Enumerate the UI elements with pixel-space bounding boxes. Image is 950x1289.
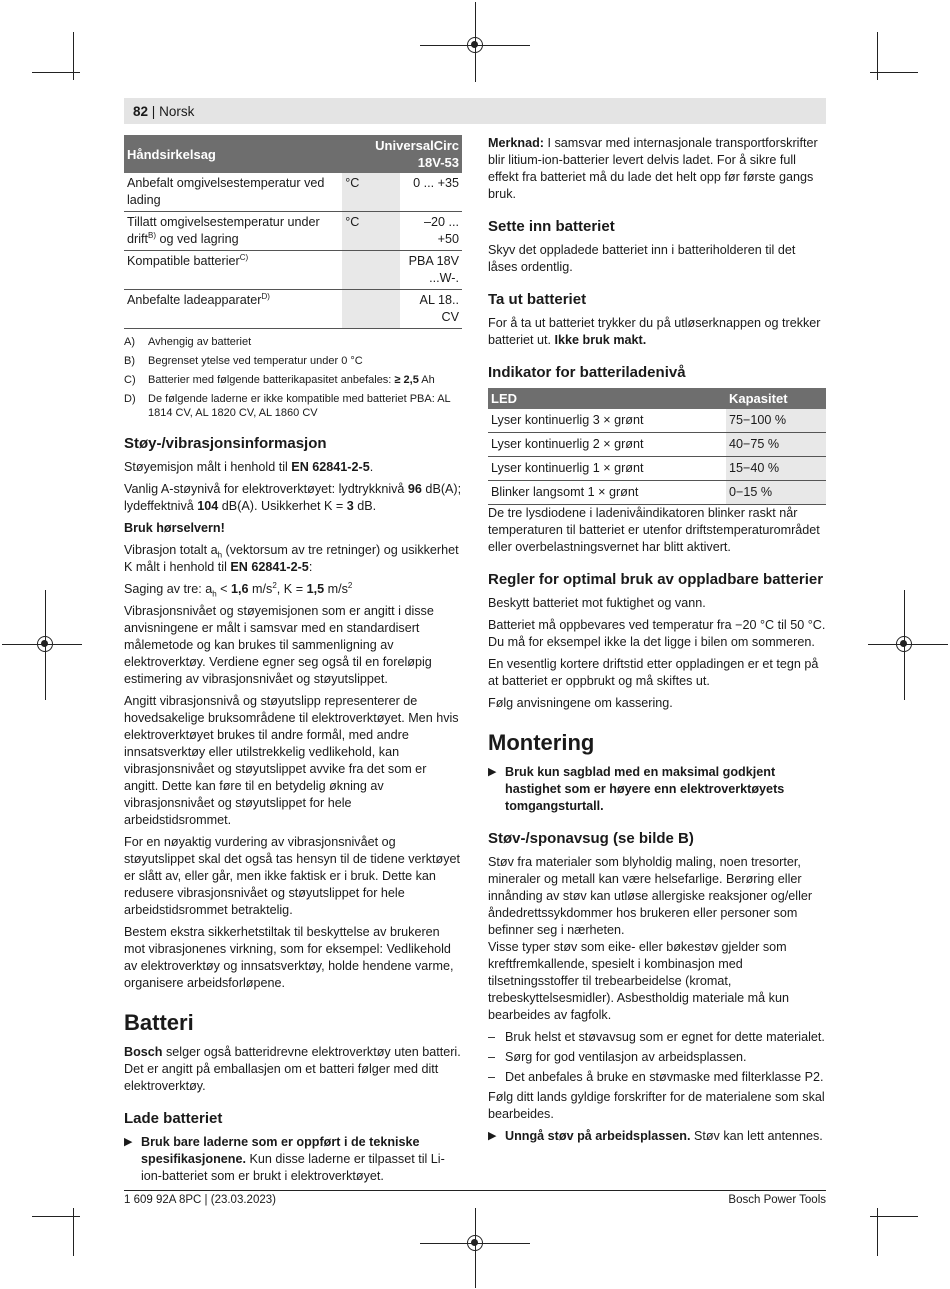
registration-mark-icon <box>896 636 912 652</box>
spec-row-label: Anbefalte ladeapparater$^{D)}$ <box>124 290 342 329</box>
paragraph: Bosch selger også batteridrevne elektroverktøy uten batteri. Det er angitt på emballasjen om et batteri følger med ditt elektroverktøy. <box>124 1045 461 1093</box>
spec-table-header <box>124 135 462 173</box>
footer-brand: Bosch Power Tools <box>728 1194 826 1206</box>
table-row <box>124 251 462 290</box>
paragraph: For en nøyaktig vurdering av vibrasjonsnivået og støyutslippet skal det også tas hensyn til de tidene verktøyet er slått av, eller går, men ikke faktisk er i bruk. Dette kan redusere vibrasjonsnivået og støyutslippet for hele arbeidstidsrommet betraktelig. <box>124 835 461 917</box>
paragraph: Saging av tre: $a_h < 1,6$ $m/s^2$, K = 1,5 $m/s^2$ <box>124 580 353 599</box>
led-header-capacity: Kapasitet <box>726 388 826 409</box>
indicator-heading: Indikator for batteriladenivå <box>488 364 686 381</box>
paragraph: Bestem ekstra sikkerhetstiltak til beskyttelse av brukeren mot vibrasjonenes virkning, som for eksempel: Vedlikehold av elektroverktøy og innsatsverktøy, holde hendene varme, organisere arbeidsforløpene. <box>124 925 454 990</box>
crop-mark <box>870 72 918 73</box>
table-row <box>124 173 462 212</box>
spec-row-label: Tillatt omgivelsestemperatur under drift$^{B)}$ og ved lagring <box>124 212 342 251</box>
page-number-label <box>133 103 194 120</box>
spec-header-model: UniversalCirc 18V-53 <box>342 135 462 173</box>
insert-heading: Sette inn batteriet <box>488 218 615 235</box>
table-row: Lyser kontinuerlig 1 × grønt 15−40 % <box>488 457 826 481</box>
paragraph: For å ta ut batteriet trykker du på utløserknappen og trekker batteriet ut. Ikke bruk makt. <box>488 316 821 347</box>
rules-heading: Regler for optimal bruk av oppladbare batterier <box>488 571 824 588</box>
spec-row-unit: °C <box>342 212 400 251</box>
list-item: ▶ Bruk bare laderne som er oppført i de tekniske spesifikasjonene. Kun disse laderne er tilpasset til Li-ion-batteriet som er brukt i elektroverktøyet. <box>124 1135 445 1183</box>
paragraph: Skyv det oppladede batteriet inn i batteriholderen til det låses ordentlig. <box>488 243 796 274</box>
crop-mark <box>32 72 80 73</box>
paragraph: Batteriet må oppbevares ved temperatur fra −20 °C til 50 °C. Du må for eksempel ikke la det ligge i bilen om sommeren. <box>488 618 826 649</box>
paragraph: Vibrasjonsnivået og støyemisjonen som er angitt i disse anvisningene er målt i samsvar med en standardisert målemetode og kan brukes til sammenligning av elektroverktøy. Verdiene egner seg også til en foreløpig estimering av vibrasjonsnivået og støyutslippet. <box>124 604 434 686</box>
footnote: C) Batterier med følgende batterikapasitet anbefales: ≥ 2,5 Ah <box>124 374 435 386</box>
paragraph: Følg anvisningene om kassering. <box>488 696 673 710</box>
dust-heading: Støv-/sponavsug (se bilde B) <box>488 830 694 847</box>
arrow-bullet-icon: ▶ <box>488 766 497 778</box>
led-table <box>488 388 826 505</box>
list-item: ▶ Unngå støv på arbeidsplassen. Støv kan lett antennes. <box>488 1129 823 1143</box>
registration-mark-icon <box>467 1235 483 1251</box>
spec-footnotes <box>124 335 462 420</box>
paragraph: Beskytt batteriet mot fuktighet og vann. <box>488 596 706 610</box>
header-language: Norsk <box>159 104 195 119</box>
paragraph: Vanlig A-støynivå for elektroverktøyet: lydtrykknivå 96 dB(A); lydeffektnivå 104 dB(A). Usikkerhet K = 3 dB. <box>124 482 462 513</box>
registration-mark-icon <box>467 37 483 53</box>
list-item: – Bruk helst et støvavsug som er egnet for dette materialet. <box>488 1030 825 1044</box>
list-item: – Det anbefales å bruke en støvmaske med filterklasse P2. <box>488 1070 824 1084</box>
spec-row-value: 0 ... +35 <box>400 173 462 212</box>
footer-divider <box>124 1190 826 1191</box>
list-item: ▶ Bruk kun sagblad med en maksimal godkjent hastighet som er høyere enn elektroverktøyets tomgangsturtall. <box>488 765 785 813</box>
page-header <box>124 98 826 124</box>
spec-row-value: AL 18.. CV <box>400 290 462 329</box>
header-separator: | <box>151 104 156 119</box>
noise-heading: Støy-/vibrasjonsinformasjon <box>124 435 327 452</box>
crop-mark <box>870 1216 918 1217</box>
paragraph: Bruk hørselvern! <box>124 521 225 535</box>
table-row <box>124 290 462 329</box>
list-item: – Sørg for god ventilasjon av arbeidsplassen. <box>488 1050 747 1064</box>
paragraph: En vesentlig kortere driftstid etter oppladingen er et tegn på at batteriet er oppbrukt og må skiftes ut. <box>488 657 819 688</box>
left-column <box>124 135 462 1190</box>
footnote: B) Begrenset ytelse ved temperatur under 0 °C <box>124 355 363 367</box>
table-row: Blinker langsomt 1 × grønt 0−15 % <box>488 481 826 505</box>
remove-heading: Ta ut batteriet <box>488 291 587 308</box>
registration-mark-icon <box>37 636 53 652</box>
paragraph: De tre lysdiodene i ladenivåindikatoren blinker raskt når temperaturen til batteriet er utenfor driftstemperaturområdet eller overbelastningsvernet har blitt aktivert. <box>488 506 820 554</box>
paragraph: Følg ditt lands gyldige forskrifter for de materialene som skal bearbeides. <box>488 1090 825 1121</box>
spec-row-unit <box>342 251 400 290</box>
spec-row-unit: °C <box>342 173 400 212</box>
right-column <box>488 135 826 1150</box>
spec-header-label: Håndsirkelsag <box>124 135 342 173</box>
arrow-bullet-icon: ▶ <box>488 1130 497 1142</box>
led-table-header <box>488 388 826 409</box>
crop-mark <box>32 1216 80 1217</box>
paragraph: Angitt vibrasjonsnivå og støyutslipp representerer de hovedsakelige bruksområdene til elektroverktøyet. Men hvis elektroverktøyet brukes til andre formål, med andre innsatsverktøy eller utilstrekkelig vedlikehold, kan vibrasjonsnivået og støyutslippet avvike fra det som er angitt. Dette kan føre til en betydelig økning av vibrasjonsnivået og støyutslippet for hele arbeidstidsrommet. <box>124 694 459 827</box>
paragraph: Merknad: I samsvar med internasjonale transportforskrifter blir litium-ion-batterier levert delvis ladet. For å sikre full effekt fra batteriet må du lade det helt opp før første gangs bruk. <box>488 136 818 201</box>
table-row: Lyser kontinuerlig 2 × grønt 40−75 % <box>488 433 826 457</box>
paragraph: Støyemisjon målt i henhold til EN 62841-2-5. <box>124 460 374 474</box>
spec-row-value: –20 ... +50 <box>400 212 462 251</box>
spec-row-label: Anbefalt omgivelsestemperatur ved lading <box>124 173 342 212</box>
arrow-bullet-icon: ▶ <box>124 1136 133 1148</box>
footer-doc-number: 1 609 92A 8PC | (23.03.2023) <box>124 1194 276 1206</box>
mounting-heading: Montering <box>488 730 595 755</box>
spec-table <box>124 135 462 329</box>
footnote: D) De følgende laderne er ikke kompatible med batteriet PBA: AL 1814 CV, AL 1820 CV, AL 1860 CV <box>124 393 451 419</box>
led-header-led: LED <box>488 388 726 409</box>
paragraph: Vibrasjon totalt $a_h$ (vektorsum av tre retninger) og usikkerhet K målt i henhold til EN 62841-2-5: <box>124 543 459 574</box>
spec-row-label: Kompatible batterier$^{C)}$ <box>124 251 342 290</box>
paragraph: Støv fra materialer som blyholdig maling, noen tresorter, mineraler og metall kan være helsefarlige. Berøring eller innånding av støv kan utløse allergiske reaksjoner og/eller åndedrettssykdommer hos brukeren eller personer som befinner seg i nærheten. <box>488 855 813 937</box>
page-number: 82 <box>133 104 149 119</box>
battery-heading: Batteri <box>124 1010 194 1035</box>
spec-row-unit <box>342 290 400 329</box>
charge-heading: Lade batteriet <box>124 1110 223 1127</box>
table-row <box>124 212 462 251</box>
table-row: Lyser kontinuerlig 3 × grønt 75−100 % <box>488 409 826 433</box>
footnote: A) Avhengig av batteriet <box>124 336 252 348</box>
spec-row-value: PBA 18V ...W-. <box>400 251 462 290</box>
paragraph: Visse typer støv som eike- eller bøkestøv gjelder som kreftfremkallende, spesielt i kombinasjon med tilsetningsstoffer til trebearbeidelse (kromat, trebeskyttelsesmidler). Asbestholdig materiale må kun bearbeides av fagfolk. <box>488 940 789 1022</box>
